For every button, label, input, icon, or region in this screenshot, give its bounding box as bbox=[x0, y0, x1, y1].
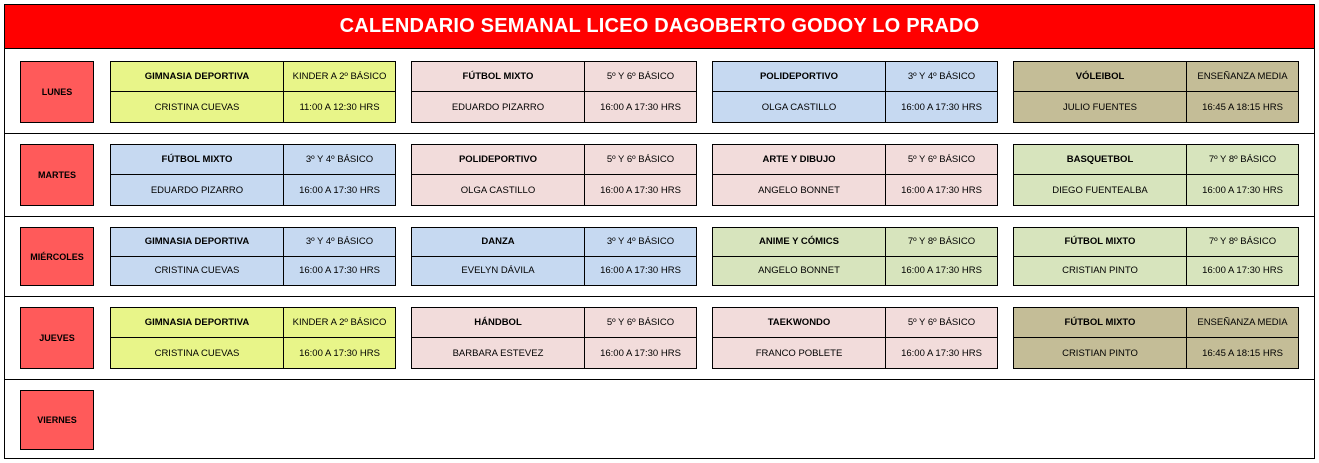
activity-time: 16:00 A 17:30 HRS bbox=[901, 184, 982, 196]
activity-name: ARTE Y DIBUJO bbox=[713, 145, 886, 175]
activity-time: 16:00 A 17:30 HRS bbox=[299, 347, 380, 359]
activity-teacher: BARBARA ESTEVEZ bbox=[412, 338, 585, 368]
activity-level: ENSEÑANZA MEDIA bbox=[1187, 308, 1298, 338]
activity-time: 16:00 A 17:30 HRS bbox=[901, 347, 982, 359]
activity-level: 3º Y 4º BÁSICO bbox=[585, 228, 696, 257]
activity-level: 7º Y 8º BÁSICO bbox=[1187, 228, 1298, 257]
activity-time: 16:45 A 18:15 HRS bbox=[1202, 347, 1283, 359]
activity-time: 16:00 A 17:30 HRS bbox=[299, 265, 380, 277]
activity-teacher: DIEGO FUENTEALBA bbox=[1014, 175, 1187, 205]
activity-level: KINDER A 2º BÁSICO bbox=[284, 62, 395, 92]
activity-card bbox=[1013, 227, 1299, 286]
activity-time: 16:00 A 17:30 HRS bbox=[901, 101, 982, 113]
activity-card bbox=[1013, 144, 1299, 206]
activity-time: 16:45 A 18:15 HRS bbox=[1202, 101, 1283, 113]
activity-teacher: ANGELO BONNET bbox=[713, 175, 886, 205]
activity-teacher: CRISTIAN PINTO bbox=[1014, 257, 1187, 286]
day-row-lunes bbox=[5, 50, 1314, 134]
activity-card bbox=[712, 227, 998, 286]
activity-teacher: CRISTINA CUEVAS bbox=[111, 92, 284, 122]
activity-time: 16:00 A 17:30 HRS bbox=[1202, 184, 1283, 196]
day-label: MIÉRCOLES bbox=[20, 227, 94, 286]
activity-time: 16:00 A 17:30 HRS bbox=[600, 265, 681, 277]
activity-card bbox=[411, 227, 697, 286]
activity-name: FÚTBOL MIXTO bbox=[412, 62, 585, 92]
activity-card bbox=[411, 307, 697, 369]
activity-teacher: CRISTINA CUEVAS bbox=[111, 257, 284, 286]
activity-card bbox=[1013, 307, 1299, 369]
day-row-martes bbox=[5, 134, 1314, 217]
activity-level: 3º Y 4º BÁSICO bbox=[886, 62, 997, 92]
activity-card bbox=[110, 61, 396, 123]
activity-name: FÚTBOL MIXTO bbox=[1014, 228, 1187, 257]
activity-teacher: CRISTIAN PINTO bbox=[1014, 338, 1187, 368]
activity-name: POLIDEPORTIVO bbox=[713, 62, 886, 92]
activity-level: 5º Y 6º BÁSICO bbox=[585, 145, 696, 175]
activity-time: 11:00 A 12:30 HRS bbox=[299, 101, 380, 113]
activity-name: POLIDEPORTIVO bbox=[412, 145, 585, 175]
activity-name: HÁNDBOL bbox=[412, 308, 585, 338]
activity-name: DANZA bbox=[412, 228, 585, 257]
schedule-table bbox=[4, 4, 1315, 459]
activity-name: FÚTBOL MIXTO bbox=[1014, 308, 1187, 338]
activity-card bbox=[1013, 61, 1299, 123]
activity-card bbox=[712, 144, 998, 206]
activity-teacher: OLGA CASTILLO bbox=[713, 92, 886, 122]
activity-name: VÓLEIBOL bbox=[1014, 62, 1187, 92]
activity-level: 5º Y 6º BÁSICO bbox=[585, 308, 696, 338]
activity-card bbox=[110, 307, 396, 369]
activity-teacher: ANGELO BONNET bbox=[713, 257, 886, 286]
activity-level: 7º Y 8º BÁSICO bbox=[1187, 145, 1298, 175]
activity-card bbox=[110, 227, 396, 286]
activity-name: BASQUETBOL bbox=[1014, 145, 1187, 175]
activity-level: 5º Y 6º BÁSICO bbox=[886, 145, 997, 175]
activity-teacher: FRANCO POBLETE bbox=[713, 338, 886, 368]
day-row-viernes bbox=[5, 380, 1314, 458]
page-title: CALENDARIO SEMANAL LICEO DAGOBERTO GODOY LO PRADO bbox=[5, 5, 1314, 49]
activity-time: 16:00 A 17:30 HRS bbox=[600, 184, 681, 196]
day-label: VIERNES bbox=[20, 390, 94, 450]
day-row-jueves bbox=[5, 297, 1314, 380]
activity-card bbox=[411, 61, 697, 123]
activity-level: 5º Y 6º BÁSICO bbox=[886, 308, 997, 338]
activity-card bbox=[712, 61, 998, 123]
activity-teacher: OLGA CASTILLO bbox=[412, 175, 585, 205]
activity-time: 16:00 A 17:30 HRS bbox=[600, 347, 681, 359]
activity-name: ANIME Y CÓMICS bbox=[713, 228, 886, 257]
activity-name: GIMNASIA DEPORTIVA bbox=[111, 62, 284, 92]
activity-time: 16:00 A 17:30 HRS bbox=[600, 101, 681, 113]
activity-name: FÚTBOL MIXTO bbox=[111, 145, 284, 175]
activity-name: GIMNASIA DEPORTIVA bbox=[111, 308, 284, 338]
activity-teacher: EDUARDO PIZARRO bbox=[412, 92, 585, 122]
activity-teacher: EDUARDO PIZARRO bbox=[111, 175, 284, 205]
activity-level: 3º Y 4º BÁSICO bbox=[284, 228, 395, 257]
activity-name: GIMNASIA DEPORTIVA bbox=[111, 228, 284, 257]
activity-teacher: JULIO FUENTES bbox=[1014, 92, 1187, 122]
activity-level: 3º Y 4º BÁSICO bbox=[284, 145, 395, 175]
activity-card bbox=[712, 307, 998, 369]
day-row-miercoles bbox=[5, 217, 1314, 297]
activity-card bbox=[110, 144, 396, 206]
activity-teacher: EVELYN DÁVILA bbox=[412, 257, 585, 286]
activity-time: 16:00 A 17:30 HRS bbox=[901, 265, 982, 277]
activity-level: ENSEÑANZA MEDIA bbox=[1187, 62, 1298, 92]
day-label: LUNES bbox=[20, 61, 94, 123]
activity-level: 7º Y 8º BÁSICO bbox=[886, 228, 997, 257]
day-label: JUEVES bbox=[20, 307, 94, 369]
activity-level: KINDER A 2º BÁSICO bbox=[284, 308, 395, 338]
activity-name: TAEKWONDO bbox=[713, 308, 886, 338]
day-label: MARTES bbox=[20, 144, 94, 206]
activity-time: 16:00 A 17:30 HRS bbox=[1202, 265, 1283, 277]
activity-level: 5º Y 6º BÁSICO bbox=[585, 62, 696, 92]
activity-teacher: CRISTINA CUEVAS bbox=[111, 338, 284, 368]
activity-card bbox=[411, 144, 697, 206]
activity-time: 16:00 A 17:30 HRS bbox=[299, 184, 380, 196]
